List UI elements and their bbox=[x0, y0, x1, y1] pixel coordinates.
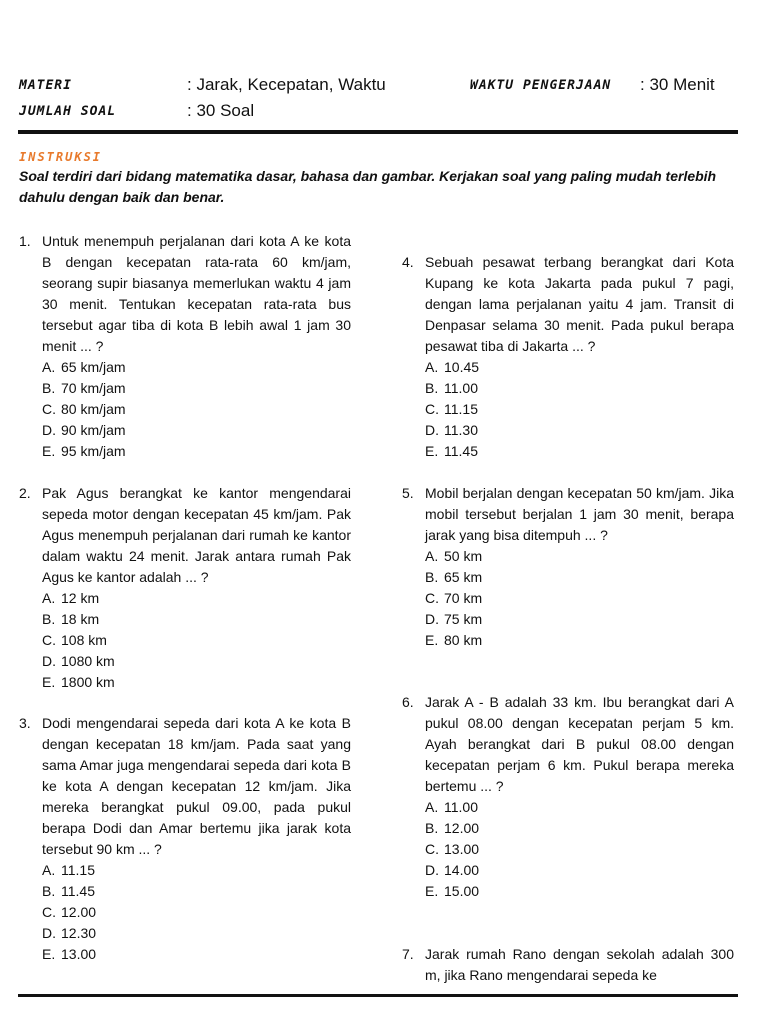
question-4 bbox=[402, 252, 734, 462]
option-b: B. 18 km bbox=[42, 611, 100, 627]
option-a: A. 50 km bbox=[425, 548, 483, 564]
waktu-pengerjaan-value: : 30 Menit bbox=[640, 75, 715, 94]
option-b: B. 11.00 bbox=[425, 380, 478, 396]
option-e: E. 80 km bbox=[425, 632, 483, 648]
option-a: A. 11.15 bbox=[42, 862, 95, 878]
option-a: A. 11.00 bbox=[425, 799, 478, 815]
option-e: E. 15.00 bbox=[425, 883, 480, 899]
question-number: 5. bbox=[402, 485, 414, 501]
question-text: Dodi mengendarai sepeda dari kota A ke kota B dengan kecepatan 18 km/jam. Pada saat yang sama Amar juga mengendarai sepeda dari kota B ke kota A dengan kecepatan 12 km/jam. Jika mereka berangkat pukul 09.00, pada pukul berapa Dodi dan Amar bertemu jika jarak kota tersebut 90 km ... ? bbox=[42, 715, 351, 857]
option-d: D. 1080 km bbox=[42, 653, 115, 669]
option-c: C. 12.00 bbox=[42, 904, 97, 920]
option-a: A. 65 km/jam bbox=[42, 359, 126, 375]
footer-divider bbox=[18, 994, 738, 997]
materi-label: MATERI bbox=[19, 78, 72, 93]
instruksi-text: Soal terdiri dari bidang matematika dasar, bahasa dan gambar. Kerjakan soal yang paling mudah terlebih dahulu dengan baik dan benar. bbox=[19, 168, 717, 205]
question-number: 4. bbox=[402, 254, 414, 270]
option-d: D. 90 km/jam bbox=[42, 422, 126, 438]
option-d: D. 11.30 bbox=[425, 422, 478, 438]
question-number: 3. bbox=[19, 715, 31, 731]
question-text: Jarak A - B adalah 33 km. Ibu berangkat dari A pukul 08.00 dengan kecepatan perjam 5 km. Ayah berangkat dari B pukul 08.00 dengan kecepatan perjam 6 km. Pukul berapa mereka bertemu ... ? bbox=[425, 694, 734, 794]
question-3 bbox=[19, 713, 351, 965]
option-b: B. 11.45 bbox=[42, 883, 95, 899]
option-d: D. 12.30 bbox=[42, 925, 97, 941]
question-text: Untuk menempuh perjalanan dari kota A ke kota B dengan kecepatan rata-rata 60 km/jam, seorang supir biasanya memerlukan waktu 4 jam 30 menit. Tentukan kecepatan rata-rata bus tersebut agar tiba di kota B lebih awal 1 jam 30 menit ... ? bbox=[42, 233, 351, 354]
option-c: C. 70 km bbox=[425, 590, 483, 606]
question-6 bbox=[402, 692, 734, 902]
materi-value: : Jarak, Kecepatan, Waktu bbox=[187, 75, 386, 94]
option-b: B. 12.00 bbox=[425, 820, 480, 836]
question-number: 2. bbox=[19, 485, 31, 501]
waktu-pengerjaan-label: WAKTU PENGERJAAN bbox=[470, 78, 612, 93]
question-5 bbox=[402, 483, 734, 651]
question-number: 7. bbox=[402, 946, 414, 962]
option-d: D. 14.00 bbox=[425, 862, 480, 878]
option-c: C. 13.00 bbox=[425, 841, 480, 857]
question-1 bbox=[19, 231, 351, 462]
question-2 bbox=[19, 483, 351, 693]
jumlah-soal-label: JUMLAH SOAL bbox=[19, 104, 117, 119]
option-b: B. 70 km/jam bbox=[42, 380, 126, 396]
question-text: Sebuah pesawat terbang berangkat dari Kota Kupang ke kota Jakarta pada pukul 7 pagi, dengan lama perjalanan yaitu 4 jam. Transit di Denpasar selama 30 menit. Pada pukul berapa pesawat tiba di Jakarta ... ? bbox=[425, 254, 734, 354]
option-e: E. 13.00 bbox=[42, 946, 97, 962]
question-text: Jarak rumah Rano dengan sekolah adalah 300 m, jika Rano mengendarai sepeda ke bbox=[425, 946, 734, 983]
option-a: A. 10.45 bbox=[425, 359, 480, 375]
question-7 bbox=[402, 944, 734, 986]
jumlah-soal-value: : 30 Soal bbox=[187, 101, 255, 120]
option-d: D. 75 km bbox=[425, 611, 483, 627]
option-b: B. 65 km bbox=[425, 569, 483, 585]
option-c: C. 80 km/jam bbox=[42, 401, 126, 417]
instruksi-label: INSTRUKSI bbox=[19, 150, 103, 164]
option-c: C. 11.15 bbox=[425, 401, 478, 417]
option-e: E. 1800 km bbox=[42, 674, 115, 690]
question-number: 1. bbox=[19, 233, 31, 249]
question-number: 6. bbox=[402, 694, 414, 710]
option-a: A. 12 km bbox=[42, 590, 100, 606]
question-text: Mobil berjalan dengan kecepatan 50 km/jam. Jika mobil tersebut berjalan 1 jam 30 menit, berapa jarak yang bisa ditempuh ... ? bbox=[425, 485, 734, 543]
option-c: C. 108 km bbox=[42, 632, 107, 648]
header-divider bbox=[18, 130, 738, 134]
option-e: E. 11.45 bbox=[425, 443, 478, 459]
option-e: E. 95 km/jam bbox=[42, 443, 126, 459]
question-text: Pak Agus berangkat ke kantor mengendarai sepeda motor dengan kecepatan 45 km/jam. Pak Agus menempuh perjalanan dari rumah ke kantor dalam waktu 24 menit. Jarak antara rumah Pak Agus ke kantor adalah ... ? bbox=[42, 485, 351, 585]
